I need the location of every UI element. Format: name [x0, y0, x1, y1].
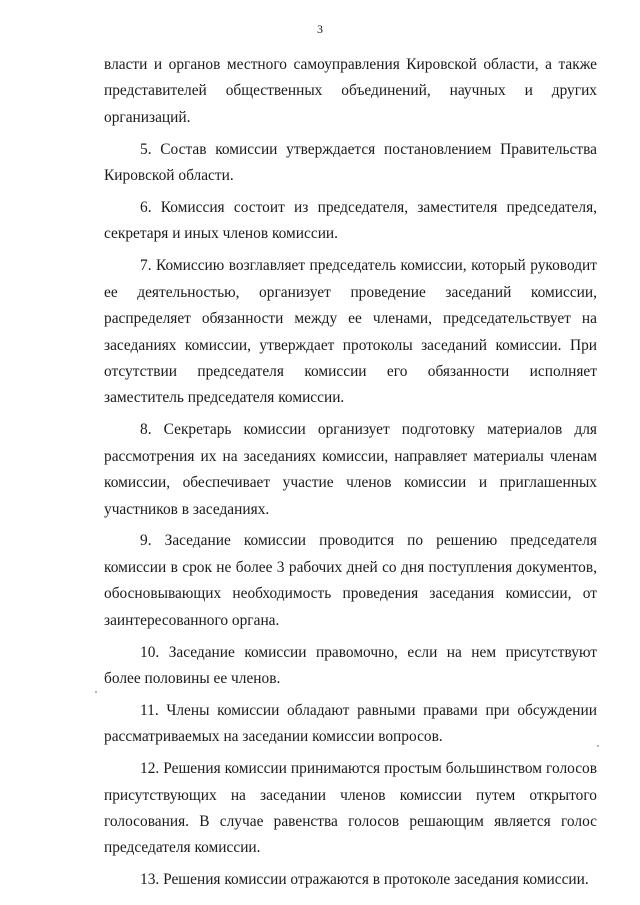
paragraph-item-5: 5. Состав комиссии утверждается постановлением Правительства Кировской области.	[104, 140, 597, 185]
paragraph-item-13: 13. Решения комиссии отражаются в протоколе заседания комиссии.	[140, 871, 589, 889]
paragraph-item-10: 10. Заседание комиссии правомочно, если на нем присутствуют более половины ее членов.	[104, 643, 597, 687]
paragraph-item-11: 11. Члены комиссии обладают равными правами при обсуждении рассматриваемых на заседании комиссии вопросов.	[104, 701, 597, 746]
paragraph-item-8: 8. Секретарь комиссии организует подготовку материалов для рассмотрения их на заседаниях комиссии, направляет материалы членам комиссии, обеспечивает участие членов комиссии и приглашенных участников в заседаниях.	[104, 421, 597, 518]
paragraph-item-6: 6. Комиссия состоит из председателя, заместителя председателя, секретаря и иных членов комиссии.	[104, 199, 597, 243]
paragraph-continuation: власти и органов местного самоуправления Кировской области, а также представителей общественных объединений, научных и других организаций.	[104, 56, 597, 126]
scan-speck	[597, 745, 599, 747]
page-number: 3	[317, 22, 323, 36]
scan-speck	[350, 830, 351, 831]
paragraph-item-7: 7. Комиссию возглавляет председатель комиссии, который руководит ее деятельностью, организует проведение заседаний комиссии, распределяет обязанности между ее членами, председательствует на заседаниях комиссии, утверждает протоколы заседаний комиссии. При отсутствии председателя комиссии его обязанности исполняет заместитель председателя комиссии.	[104, 257, 597, 407]
paragraph-item-12: 12. Решения комиссии принимаются простым большинством голосов присутствующих на заседании членов комиссии путем открытого голосования. В случае равенства голосов решающим является голос председателя комиссии.	[104, 760, 597, 857]
document-body	[104, 52, 597, 899]
paragraph-item-9: 9. Заседание комиссии проводится по решению председателя комиссии в срок не более 3 рабочих дней со дня поступления документов, обосновывающих необходимость проведения заседания комиссии, от заинтересованного органа.	[104, 532, 597, 629]
scan-speck	[95, 691, 97, 693]
